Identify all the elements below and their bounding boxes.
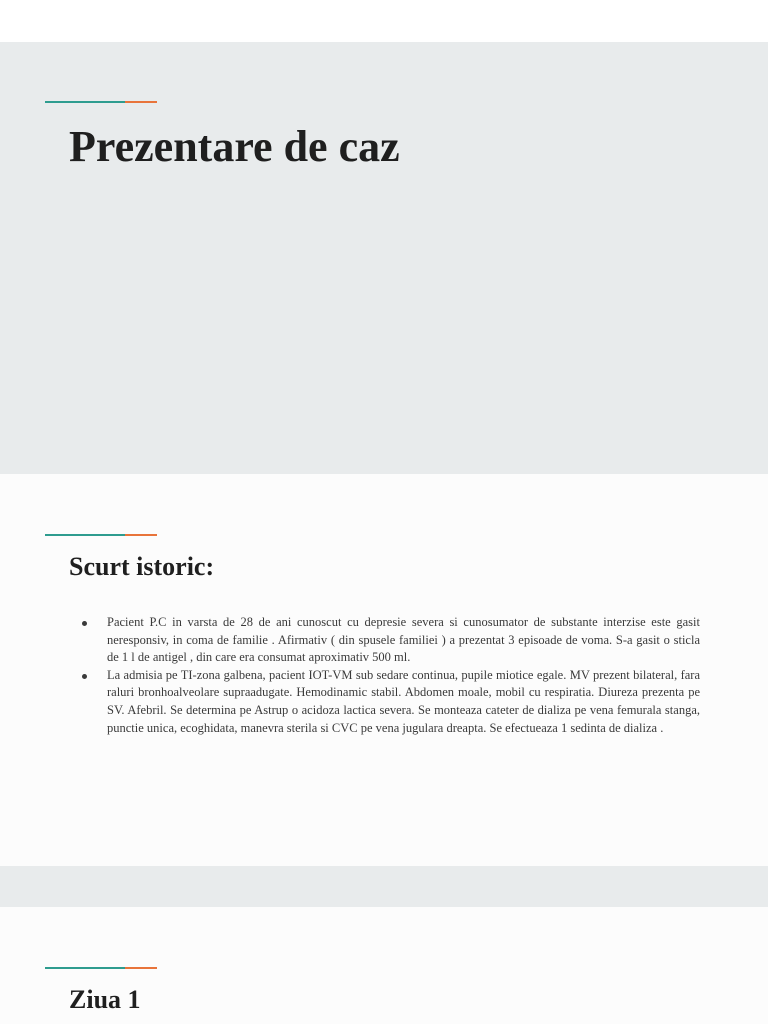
accent-line — [45, 967, 157, 969]
bullet-dot-icon — [82, 674, 87, 679]
accent-line-orange — [125, 967, 157, 969]
accent-line-teal — [45, 967, 125, 969]
slide-title-page — [0, 42, 768, 474]
section-heading: Scurt istoric: — [69, 552, 215, 581]
slide-history — [0, 474, 768, 866]
bullet-text: La admisia pe TI-zona galbena, pacient IOT-VM sub sedare continua, pupile miotice egale. MV prezent bilateral, fara raluri bronhoalveolare supraadugate. Hemodinamic stabil. Abdomen moale, mobil cu respiratia. Diureza prezenta pe SV. Afebril. Se determina pe Astrup o acidoza lactica severa. Se monteaza cateter de dializa pe vena femurala stanga, punctie unica, ecoghidata, manevra sterila si CVC pe vena jugulara dreapta. Se efectueaza 1 sedinta de dializa . — [107, 667, 700, 735]
slide-separator — [0, 866, 768, 907]
accent-line — [45, 534, 157, 536]
bullet-text: Pacient P.C in varsta de 28 de ani cunoscut cu depresie severa si cunosumator de substante interzise este gasit neresponsiv, in coma de familie . Afirmativ ( din spusele familiei ) a prezentat 3 episoade de voma. S-a gasit o sticla de 1 l de antigel , din care era consumat aproximativ 500 ml. — [107, 615, 700, 665]
accent-line — [45, 101, 157, 103]
accent-line-orange — [125, 534, 157, 536]
slide-title: Prezentare de caz — [69, 122, 400, 171]
bullet-item — [82, 614, 700, 667]
accent-line-orange — [125, 101, 157, 103]
slide-day-1 — [0, 907, 768, 1024]
bullet-dot-icon — [82, 621, 87, 626]
section-heading: Ziua 1 — [69, 985, 141, 1014]
accent-line-teal — [45, 101, 125, 103]
bullet-list — [82, 614, 700, 737]
bullet-item — [82, 667, 700, 737]
accent-line-teal — [45, 534, 125, 536]
